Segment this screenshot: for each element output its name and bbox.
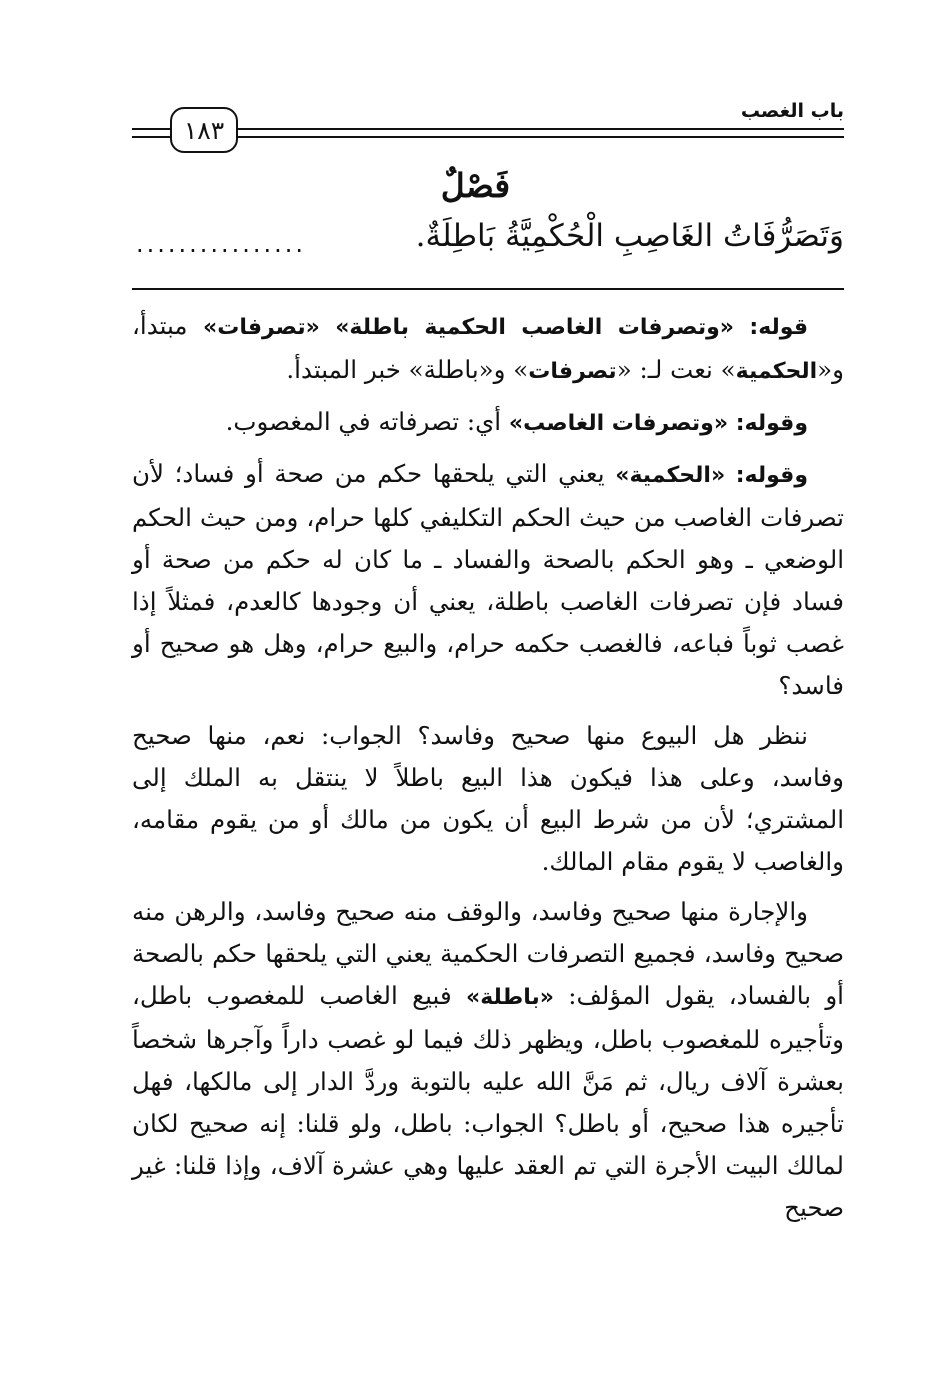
bold-quote: «الحكمية» [615,463,726,488]
text-run: والإجارة منها صحيح وفاسد، والوقف منه صحيح وفاسد، والرهن منه صحيح وفاسد، فجميع التصرفات الحكمية يعني التي يلحقها حكم بالصحة أو بالفساد، يقول المؤلف: [132,897,844,1010]
paragraph [132,715,844,883]
bold-quote: «وتصرفات الغاصب» [508,411,729,436]
paragraph [132,453,844,707]
bold-quote: قوله: [734,315,809,340]
text-run: ننظر هل البيوع منها صحيح وفاسد؟ الجواب: نعم، منها صحيح وفاسد، وعلى هذا فيكون هذا البيع باطلاً لا ينتقل به الملك إلى المشتري؛ لأن من شرط البيع أن يكون من مالك أو من يقوم مقامه، والغاصب لا يقوم مقام المالك. [132,721,844,876]
text-run: فبيع الغاصب للمغصوب باطل، وتأجيره للمغصوب باطل، ويظهر ذلك فيما لو غصب داراً وآجرها شخصاً بعشرة آلاف ريال، ثم مَنَّ الله عليه بالتوبة وردَّ الدار إلى مالكها، فهل تأجيره هذا صحيح، أو باطل؟ الجواب: باطل، ولو قلنا: إنه صحيح لكان لمالك البيت الأجرة التي تم العقد عليها وهي عشرة آلاف، وإذا قلنا: غير صحيح [132,981,844,1222]
text-run: » نعت لـ: « [616,355,736,384]
paragraph [132,305,844,393]
page-number: ١٨٣ [170,107,238,153]
bold-quote: «وتصرفات الغاصب الحكمية باطلة» «تصرفات» [203,315,735,340]
bold-quote: الحكمية [735,359,818,384]
chapter-title: باب الغصب [740,100,844,122]
matn-separator-rule [132,288,844,290]
bold-quote: وقوله: [728,411,808,436]
matn-text: وَتَصَرُّفَاتُ الغَاصِبِ الْحُكْمِيَّةُ بَاطِلَةٌ. [415,218,844,254]
paragraph [132,401,844,445]
matn-dots: ................ [136,230,307,258]
text-run: مبتدأ، و« [132,311,844,384]
paragraph [132,891,844,1229]
section-heading: فَصْلٌ [440,166,511,205]
bold-quote: وقوله: [725,463,808,488]
text-run: » و«باطلة» خبر المبتدأ. [286,355,529,384]
text-run: أي: تصرفاته في المغصوب. [225,407,509,436]
commentary-body [132,305,844,1237]
header-double-rule [132,128,844,138]
text-run: يعني التي يلحقها حكم من صحة أو فساد؛ لأن تصرفات الغاصب من حيث الحكم التكليفي كلها حرام، ومن حيث الحكم الوضعي ـ وهو الحكم بالصحة والفساد ـ ما كان له حكم من صحة أو فساد فإن تصرفات الغاصب باطلة، يعني أن وجودها كالعدم، فمثلاً إذا غصب ثوباً فباعه، فالغصب حكمه حرام، والبيع حرام، وهل هو صحيح أو فاسد؟ [132,459,844,700]
bold-quote: «باطلة» [465,985,554,1010]
bold-quote: تصرفات [528,359,617,384]
